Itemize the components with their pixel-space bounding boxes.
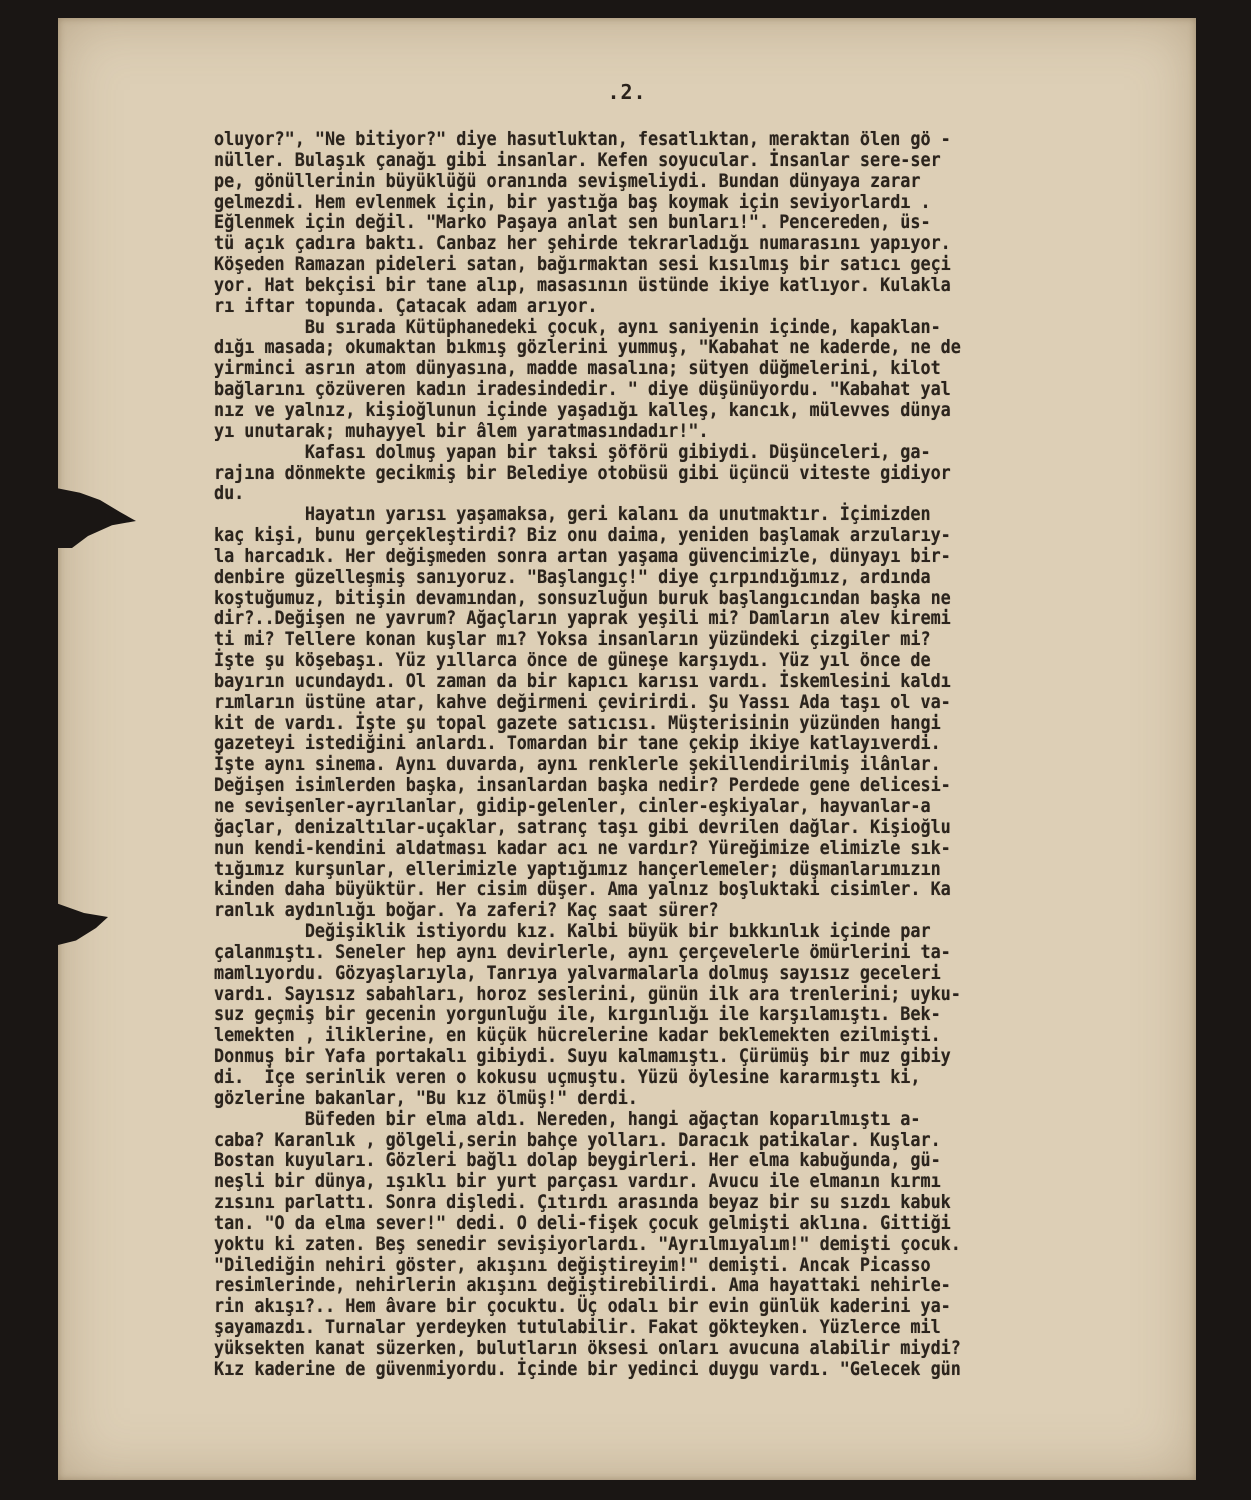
text-line: denbire güzelleşmiş sanıyoruz. "Başlangıç!" diye çırpındığımız, ardında (214, 566, 931, 588)
text-line: Eğlenmek için değil. "Marko Paşaya anlat sen bunları!". Pencereden, üs- (214, 212, 931, 234)
text-line: yirminci asrın atom dünyasına, madde masalına; sütyen düğmelerini, kilot (214, 358, 941, 380)
body-text (214, 130, 1164, 1381)
text-line: gazeteyi istediğini anlardı. Tomardan bir tane çekip ikiye katlayıverdi. (214, 733, 941, 755)
text-line: mamlıyordu. Gözyaşlarıyla, Tanrıya yalvarmalarla dolmuş sayısız geceleri (214, 962, 941, 984)
text-line: nun kendi-kendini aldatması kadar acı ne vardır? Yüreğimize elimizle sık- (214, 837, 951, 859)
text-line: koştuğumuz, bitişin devamından, sonsuzluğun buruk başlangıcından başka ne (214, 587, 951, 609)
text-line: Kafası dolmuş yapan bir taksi şöförü gibiydi. Düşünceleri, ga- (214, 441, 931, 463)
text-line: Bostan kuyuları. Gözleri bağlı dolap beygirleri. Her elma kabuğunda, gü- (214, 1150, 941, 1172)
text-line: caba? Karanlık , gölgeli,serin bahçe yolları. Daracık patikalar. Kuşlar. (214, 1129, 941, 1151)
text-line: Hayatın yarısı yaşamaksa, geri kalanı da unutmaktır. İçimizden (214, 504, 931, 526)
text-line: kaç kişi, bunu gerçekleştirdi? Biz onu daima, yeniden başlamak arzularıy- (214, 525, 951, 547)
text-line: di. İçe serinlik veren o kokusu uçmuştu. Yüzü öylesine kararmıştı ki, (214, 1066, 921, 1088)
text-line: Büfeden bir elma aldı. Nereden, hangi ağaçtan koparılmıştı a- (214, 1108, 921, 1130)
text-line: yı unutarak; muhayyel bir âlem yaratmasındadır!". (214, 420, 709, 442)
text-line: yoktu ki zaten. Beş senedir sevişiyorlardı. "Ayrılmıyalım!" demişti çocuk. (214, 1233, 961, 1255)
text-line: nüller. Bulaşık çanağı gibi insanlar. Kefen soyucular. İnsanlar sere-ser (214, 149, 941, 171)
page-number: .2. (607, 80, 647, 104)
text-line: rı iftar topunda. Çatacak adam arıyor. (214, 295, 598, 317)
text-line: kit de vardı. İşte şu topal gazete satıcısı. Müşterisinin yüzünden hangi (214, 712, 941, 734)
text-line: rajına dönmekte gecikmiş bir Belediye otobüsü gibi üçüncü viteste gidiyor (214, 462, 951, 484)
text-line: rin akışı?.. Hem âvare bir çocuktu. Üç odalı bir evin günlük kaderini ya- (214, 1296, 951, 1318)
text-line: pe, gönüllerinin büyüklüğü oranında sevişmeliydi. Bundan dünyaya zarar (214, 170, 921, 192)
text-line: lemekten , iliklerine, en küçük hücrelerine kadar beklemekten ezilmişti. (214, 1025, 941, 1047)
text-line: yüksekten kanat süzerken, bulutların öksesi onları avucuna alabilir miydi? (214, 1337, 961, 1359)
text-line: İşte şu köşebaşı. Yüz yıllarca önce de güneşe karşıydı. Yüz yıl önce de (214, 650, 931, 672)
torn-edge (58, 898, 136, 948)
text-line: dığı masada; okumaktan bıkmış gözlerini yummuş, "Kabahat ne kaderde, ne de (214, 337, 961, 359)
text-line: Donmuş bir Yafa portakalı gibiydi. Suyu kalmamıştı. Çürümüş bir muz gibiy (214, 1046, 951, 1068)
text-line: suz geçmiş bir gecenin yorgunluğu ile, kırgınlığı ile karşılamıştı. Bek- (214, 1004, 941, 1026)
text-line: ranlık aydınlığı boğar. Ya zaferi? Kaç saat sürer? (214, 900, 719, 922)
text-line: İşte aynı sinema. Aynı duvarda, aynı renklerle şekillendirilmiş ilânlar. (214, 754, 941, 776)
text-line: Bu sırada Kütüphanedeki çocuk, aynı saniyenin içinde, kapaklan- (214, 316, 941, 338)
text-line: bayırın ucundaydı. Ol zaman da bir kapıcı karısı vardı. İskemlesini kaldı (214, 670, 951, 692)
text-line: resimlerinde, nehirlerin akışını değiştirebilirdi. Ama hayattaki nehirle- (214, 1275, 951, 1297)
text-line: ğaçlar, denizaltılar-uçaklar, satranç taşı gibi devrilen dağlar. Kişioğlu (214, 816, 951, 838)
text-line: ti mi? Tellere konan kuşlar mı? Yoksa insanların yüzündeki çizgiler mi? (214, 629, 931, 651)
text-line: Değişen isimlerden başka, insanlardan başka nedir? Perdede gene delicesi- (214, 775, 951, 797)
typewritten-page (58, 18, 1196, 1480)
text-line: tığımız kurşunlar, ellerimizle yaptığımız hançerlemeler; düşmanlarımızın (214, 858, 941, 880)
text-line: Köşeden Ramazan pideleri satan, bağırmaktan sesi kısılmış bir satıcı geçi (214, 254, 951, 276)
text-line: tü açık çadıra baktı. Canbaz her şehirde tekrarladığı numarasını yapıyor. (214, 233, 951, 255)
text-line: çalanmıştı. Seneler hep aynı devirlerle, aynı çerçevelerle ömürlerini ta- (214, 941, 951, 963)
text-line: Değişiklik istiyordu kız. Kalbi büyük bir bıkkınlık içinde par (214, 921, 931, 943)
text-line: la harcadık. Her değişmeden sonra artan yaşama güvencimizle, dünyayı bir- (214, 545, 951, 567)
text-line: şayamazdı. Turnalar yerdeyken tutulabilir. Fakat gökteyken. Yüzlerce mil (214, 1317, 941, 1339)
text-line: oluyor?", "Ne bitiyor?" diye hasutluktan, fesatlıktan, meraktan ölen gö - (214, 129, 951, 150)
text-line: gelmezdi. Hem evlenmek için, bir yastığa baş koymak için seviyorlardı . (214, 191, 931, 213)
text-line: kinden daha büyüktür. Her cisim düşer. Ama yalnız boşluktaki cisimler. Ka (214, 879, 951, 901)
torn-edge (58, 488, 136, 548)
text-line: "Dilediğin nehiri göster, akışını değiştireyim!" demişti. Ancak Picasso (214, 1254, 931, 1276)
text-line: du. (214, 483, 245, 505)
text-line: ne sevişenler-ayrılanlar, gidip-gelenler, cinler-eşkiyalar, hayvanlar-a (214, 796, 931, 817)
text-line: zısını parlattı. Sonra dişledi. Çıtırdı arasında beyaz bir su sızdı kabuk (214, 1192, 951, 1214)
text-line: vardı. Sayısız sabahları, horoz seslerini, günün ilk ara trenlerini; uyku- (214, 983, 961, 1005)
text-line: dir?..Değişen ne yavrum? Ağaçların yaprak yeşili mi? Damların alev kiremi (214, 608, 951, 630)
text-line: nız ve yalnız, kişioğlunun içinde yaşadığı kalleş, kancık, mülevves dünya (214, 399, 951, 421)
text-line: neşli bir dünya, ışıklı bir yurt parçası vardır. Avucu ile elmanın kırmı (214, 1171, 941, 1193)
text-line: rımların üstüne atar, kahve değirmeni çevirirdi. Şu Yassı Ada taşı ol va- (214, 691, 951, 713)
text-line: gözlerine bakanlar, "Bu kız ölmüş!" derdi. (214, 1087, 638, 1109)
text-line: bağlarını çözüveren kadın iradesindedir. " diye düşünüyordu. "Kabahat yal (214, 379, 951, 401)
text-line: Kız kaderine de güvenmiyordu. İçinde bir yedinci duygu vardı. "Gelecek gün (214, 1358, 961, 1380)
text-line: tan. "O da elma sever!" dedi. O deli-fişek çocuk gelmişti aklına. Gittiği (214, 1212, 951, 1234)
text-line: yor. Hat bekçisi bir tane alıp, masasının üstünde ikiye katlıyor. Kulakla (214, 274, 951, 296)
